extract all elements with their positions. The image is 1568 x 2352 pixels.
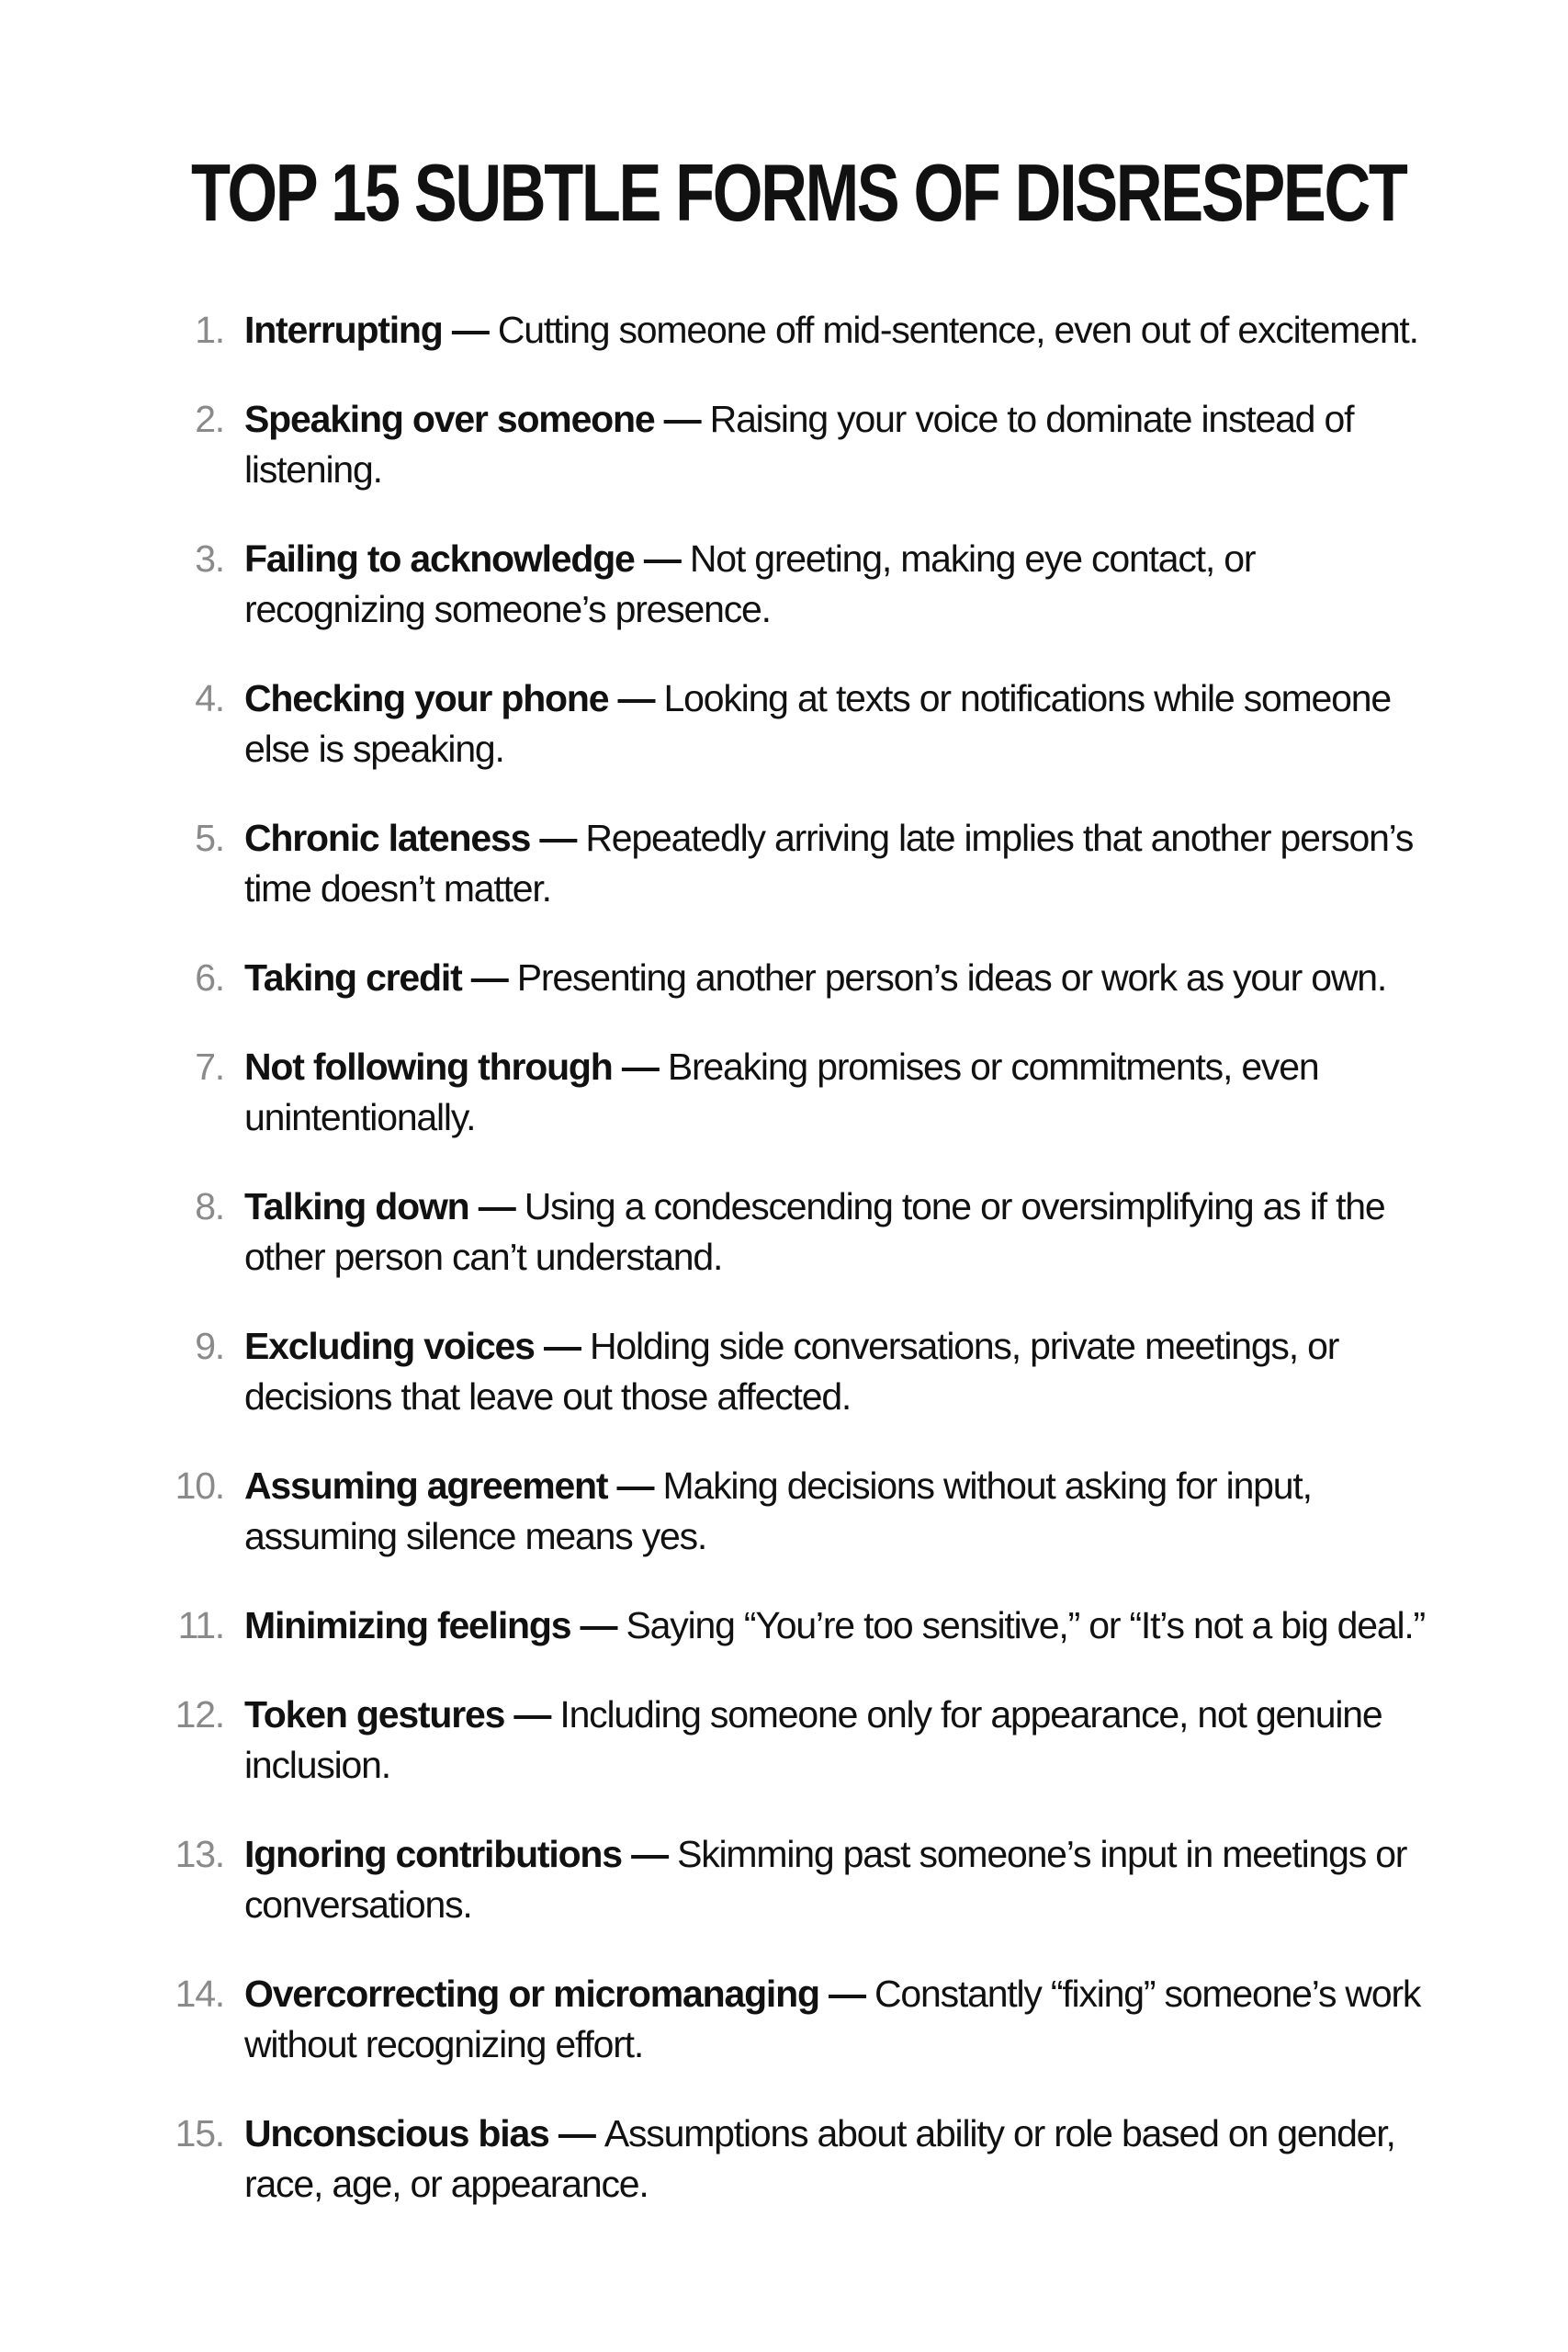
list-item	[147, 953, 1433, 1003]
item-separator: —	[621, 1833, 678, 1875]
item-separator: —	[612, 1046, 668, 1088]
item-description: Breaking promises or commitments, even unintentionally.	[244, 1046, 1319, 1138]
list-item	[147, 813, 1433, 914]
list-item	[147, 1182, 1433, 1283]
item-number: 2.	[195, 398, 224, 440]
item-description: Including someone only for appearance, not genuine inclusion.	[244, 1693, 1382, 1786]
item-number: 8.	[195, 1185, 224, 1227]
item-separator: —	[634, 537, 690, 580]
item-number: 3.	[195, 537, 224, 580]
item-term: Overcorrecting or micromanaging	[244, 1973, 819, 2015]
item-number: 11.	[177, 1604, 224, 1646]
item-description: Saying “You’re too sensitive,” or “It’s not a big deal.”	[626, 1604, 1426, 1646]
page-title: TOP 15 SUBTLE FORMS OF DISRESPECT	[191, 147, 1406, 238]
list-item	[147, 1829, 1433, 1930]
list-item	[147, 1600, 1433, 1651]
item-number: 5.	[195, 817, 224, 859]
item-description: Holding side conversations, private meetings, or decisions that leave out those affected.	[244, 1325, 1339, 1418]
list-item	[147, 534, 1433, 635]
item-separator: —	[530, 817, 586, 859]
item-term: Checking your phone	[244, 677, 609, 719]
item-description: Using a condescending tone or oversimplifying as if the other person can’t understand.	[244, 1185, 1385, 1278]
item-number: 12.	[175, 1693, 224, 1736]
item-separator: —	[504, 1693, 560, 1736]
list-item	[147, 2109, 1433, 2210]
item-description: Raising your voice to dominate instead of listening.	[244, 398, 1354, 491]
item-description: Making decisions without asking for input, assuming silence means yes.	[244, 1464, 1312, 1557]
list-item	[147, 1042, 1433, 1143]
item-number: 7.	[195, 1046, 224, 1088]
item-term: Excluding voices	[244, 1325, 535, 1367]
item-term: Speaking over someone	[244, 398, 655, 440]
item-description: Repeatedly arriving late implies that another person’s time doesn’t matter.	[244, 817, 1414, 910]
item-number: 9.	[195, 1325, 224, 1367]
item-separator: —	[548, 2112, 604, 2154]
item-term: Failing to acknowledge	[244, 537, 635, 580]
list-item	[147, 1969, 1433, 2070]
item-separator: —	[818, 1973, 874, 2015]
item-term: Ignoring contributions	[244, 1833, 622, 1875]
item-number: 1.	[195, 309, 224, 351]
item-separator: —	[608, 677, 664, 719]
list-item	[147, 1690, 1433, 1791]
list-item	[147, 1321, 1433, 1422]
item-term: Not following through	[244, 1046, 613, 1088]
item-separator: —	[461, 956, 517, 999]
list-item	[147, 673, 1433, 775]
item-term: Interrupting	[244, 309, 443, 351]
disrespect-list	[147, 305, 1433, 2248]
item-term: Unconscious bias	[244, 2112, 549, 2154]
item-term: Assuming agreement	[244, 1464, 608, 1507]
item-separator: —	[442, 309, 498, 351]
item-description: Assumptions about ability or role based on gender, race, age, or appearance.	[244, 2112, 1395, 2205]
item-description: Cutting someone off mid-sentence, even out of excitement.	[497, 309, 1418, 351]
item-term: Talking down	[244, 1185, 469, 1227]
item-term: Minimizing feelings	[244, 1604, 571, 1646]
list-item	[147, 394, 1433, 495]
item-separator: —	[468, 1185, 525, 1227]
item-separator: —	[570, 1604, 626, 1646]
item-term: Taking credit	[244, 956, 462, 999]
list-item	[147, 1461, 1433, 1562]
item-number: 13.	[175, 1833, 224, 1875]
item-separator: —	[607, 1464, 663, 1507]
item-number: 10.	[175, 1464, 224, 1507]
item-number: 4.	[195, 677, 224, 719]
item-number: 14.	[175, 1973, 224, 2015]
item-description: Not greeting, making eye contact, or recognizing someone’s presence.	[244, 537, 1256, 630]
item-term: Chronic lateness	[244, 817, 531, 859]
item-description: Looking at texts or notifications while someone else is speaking.	[244, 677, 1391, 770]
item-separator: —	[534, 1325, 590, 1367]
item-description: Constantly “fixing” someone’s work without recognizing effort.	[244, 1973, 1421, 2065]
list-item	[147, 305, 1433, 356]
item-number: 6.	[195, 956, 224, 999]
item-number: 15.	[175, 2112, 224, 2154]
item-term: Token gestures	[244, 1693, 505, 1736]
item-separator: —	[654, 398, 710, 440]
item-description: Presenting another person’s ideas or work as your own.	[516, 956, 1387, 999]
item-description: Skimming past someone’s input in meetings or conversations.	[244, 1833, 1407, 1926]
